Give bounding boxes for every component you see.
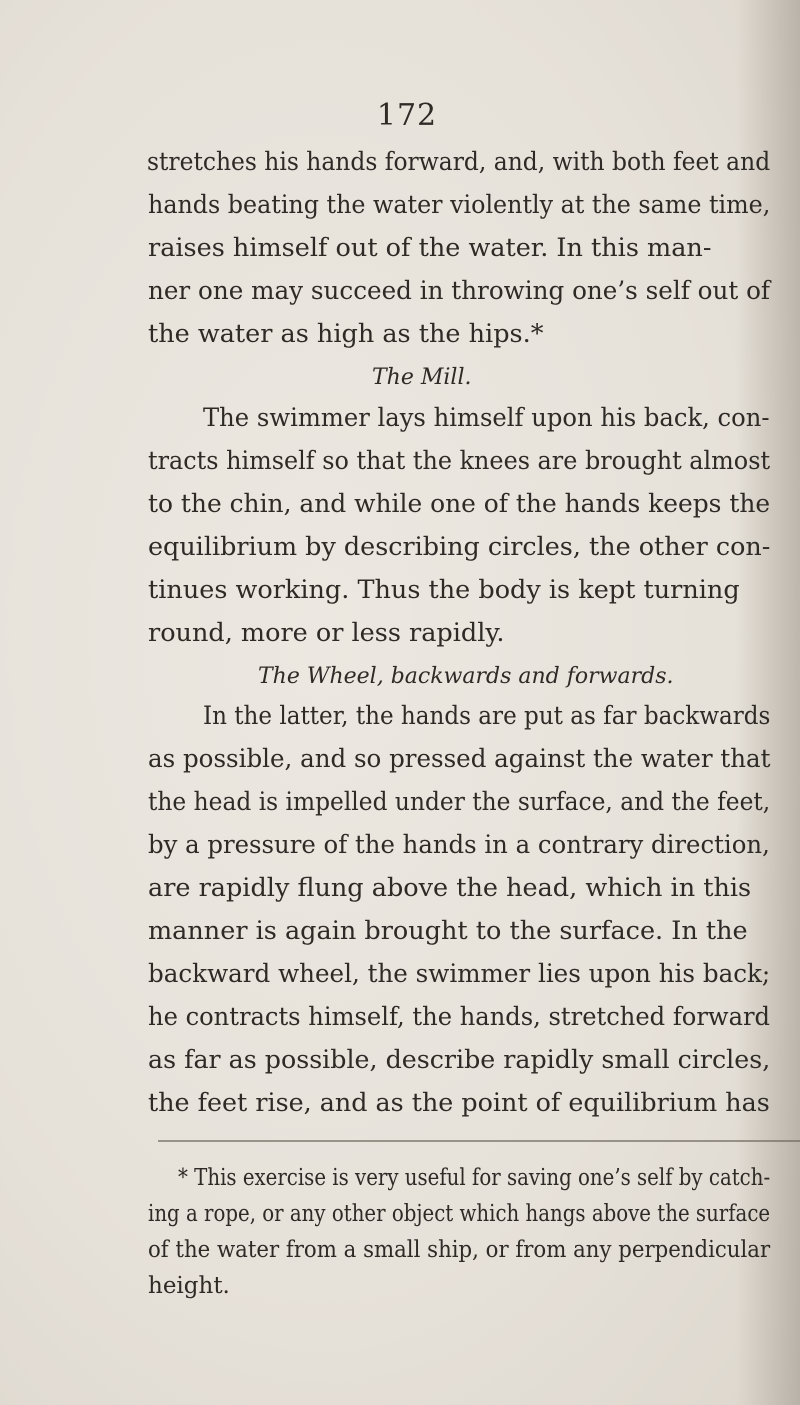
text-line: the water as high as the hips.* xyxy=(148,319,544,349)
text-line: In the latter, the hands are put as far backwards xyxy=(203,701,771,731)
footnote-line: * This exercise is very useful for saving one’s self by catch- xyxy=(178,1165,771,1191)
text-line: are rapidly flung above the head, which in this xyxy=(148,873,752,903)
page-number: 172 xyxy=(376,98,438,133)
text-line: backward wheel, the swimmer lies upon his back; xyxy=(148,959,771,989)
text-line: tinues working. Thus the body is kept turning xyxy=(148,575,740,605)
footnote-line: ing a rope, or any other object which hangs above the surface xyxy=(148,1201,771,1227)
text-line: equilibrium by describing circles, the other con- xyxy=(148,532,771,562)
text-line: ner one may succeed in throwing one’s self out of xyxy=(148,276,771,306)
text-line: stretches his hands forward, and, with both feet and xyxy=(147,147,771,177)
section-heading-wheel: The Wheel, backwards and forwards. xyxy=(258,664,674,689)
text-line: as far as possible, describe rapidly small circles, xyxy=(148,1045,771,1075)
text-line: tracts himself so that the knees are brought almost xyxy=(148,446,771,476)
text-line: as possible, and so pressed against the water that xyxy=(148,744,771,774)
footnote-line: height. xyxy=(148,1273,230,1299)
section-heading-mill: The Mill. xyxy=(372,365,472,390)
text-line: by a pressure of the hands in a contrary direction, xyxy=(148,830,770,860)
text-line: to the chin, and while one of the hands keeps the xyxy=(148,489,771,519)
footnote-rule xyxy=(158,1140,800,1142)
text-line: the feet rise, and as the point of equilibrium has xyxy=(148,1088,770,1118)
text-line: raises himself out of the water. In this man- xyxy=(148,233,712,263)
text-line: he contracts himself, the hands, stretched forward xyxy=(148,1002,771,1032)
text-line: The swimmer lays himself upon his back, con- xyxy=(203,403,770,433)
footnote-line: of the water from a small ship, or from any perpendicular xyxy=(148,1237,771,1263)
text-line: manner is again brought to the surface. In the xyxy=(148,916,748,946)
text-line: the head is impelled under the surface, and the feet, xyxy=(148,787,771,817)
text-line: round, more or less rapidly. xyxy=(148,618,505,648)
text-line: hands beating the water violently at the same time, xyxy=(148,190,771,220)
